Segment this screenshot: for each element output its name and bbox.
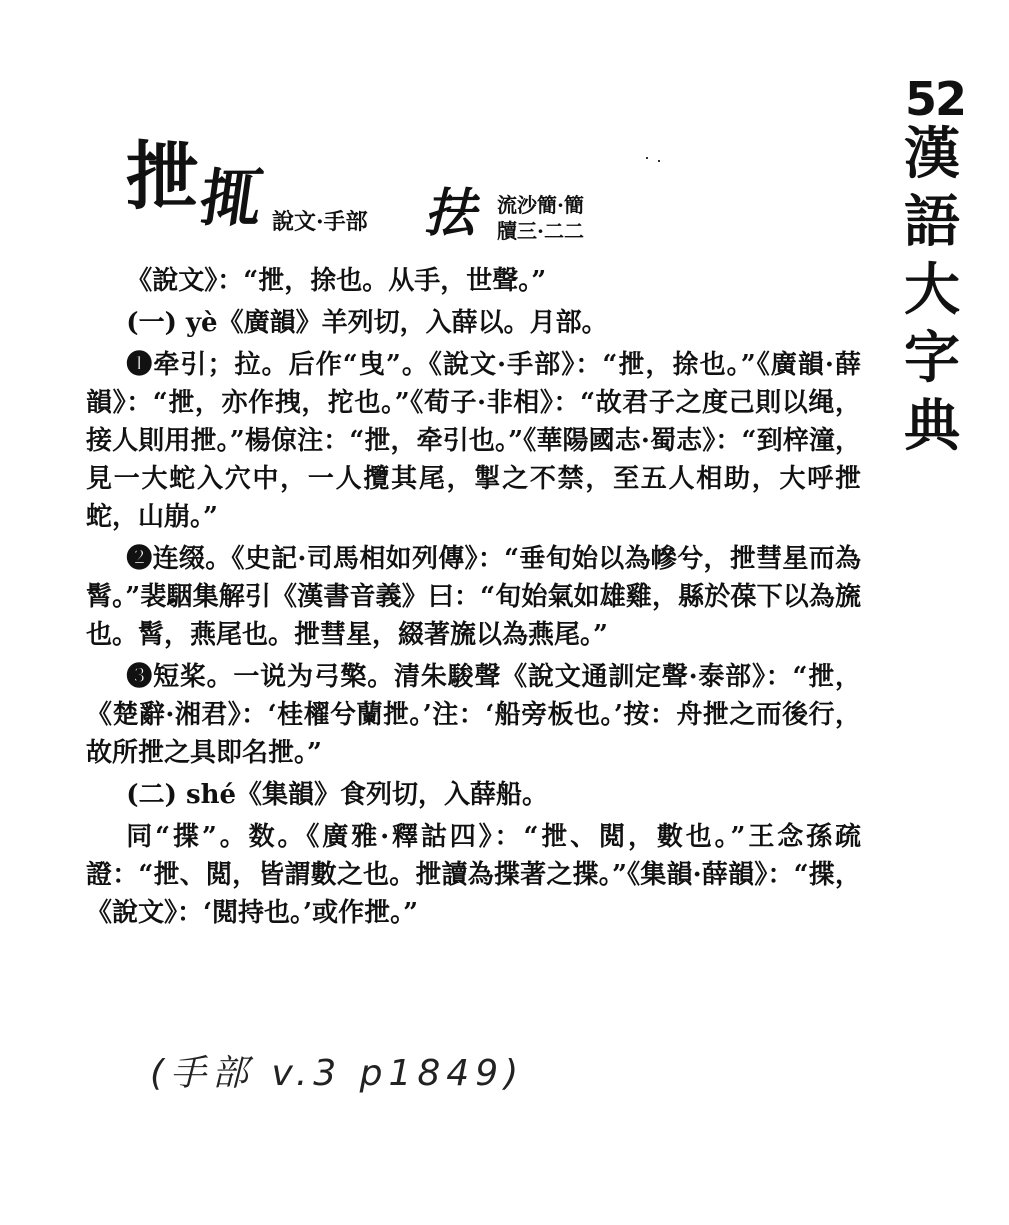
book-title-char: 大: [904, 257, 960, 323]
bamboo-script-char: 抾: [420, 183, 488, 244]
book-title-char: 語: [904, 189, 960, 255]
paragraph-sense-1: ❶牵引；拉。后作“曳”。《說文·手部》：“抴，捈也。”《廣韻·薛韻》：“抴，亦作拽，拕也。”《荀子·非相》：“故君子之度己則以绳，接人則用抴。”楊倞注：“抴，牵引也。”《華陽國志·蜀志》：“到梓潼，見一大蛇入穴中，一人攬其尾，掣之不禁，至五人相助，大呼抴蛇，山崩。”: [86, 350, 861, 532]
source-line: 流沙簡·簡: [497, 193, 584, 217]
paragraph-reading-2: (二) shé《集韻》食列切，入薛船。: [126, 780, 549, 810]
book-title-char: 漢: [904, 121, 960, 187]
paragraph-shuowen: 《說文》：“抴，捈也。从手，世聲。”: [126, 266, 547, 296]
book-title-char: 字: [904, 325, 960, 391]
book-title: [900, 120, 964, 460]
speck: [658, 160, 660, 162]
paragraph-reading-1: (一) yè《廣韻》羊列切，入薛以。月部。: [126, 308, 608, 338]
handwritten-note: (手部 v.3 p1849): [150, 1053, 525, 1094]
page-number: 52: [905, 72, 966, 126]
seal-script-char: 𢬴: [194, 162, 268, 235]
headword: 抴: [125, 134, 199, 220]
paragraph-sense-2: ❷连缀。《史記·司馬相如列傳》：“垂旬始以為幓兮，抴彗星而為髾。”裴駰集解引《漢書音義》曰：“旬始氣如雄雞，縣於葆下以為旒也。髾，燕尾也。抴彗星，綴著旒以為燕尾。”: [86, 544, 861, 650]
seal-source-label: 說文·手部: [272, 209, 368, 235]
paragraph-sense-3: ❸短桨。一说为弓檠。清朱駿聲《說文通訓定聲·泰部》：“抴，《楚辭·湘君》：‘桂櫂兮蘭抴。’注：‘船旁板也。’按：舟抴之而後行，故所抴之具即名抴。”: [86, 662, 861, 768]
source-line: 牘三·二二: [497, 219, 584, 243]
bamboo-source-label: [497, 192, 584, 244]
entry-body: [86, 262, 861, 936]
paragraph-sense-4: 同“揲”。数。《廣雅·釋詁四》：“抴、閲，數也。”王念孫疏證：“抴、閲，皆謂數之也。抴讀為揲著之揲。”《集韻·薛韻》：“揲，《說文》：‘閲持也。’或作抴。”: [86, 822, 861, 928]
book-title-char: 典: [904, 393, 960, 459]
speck: [646, 157, 648, 159]
